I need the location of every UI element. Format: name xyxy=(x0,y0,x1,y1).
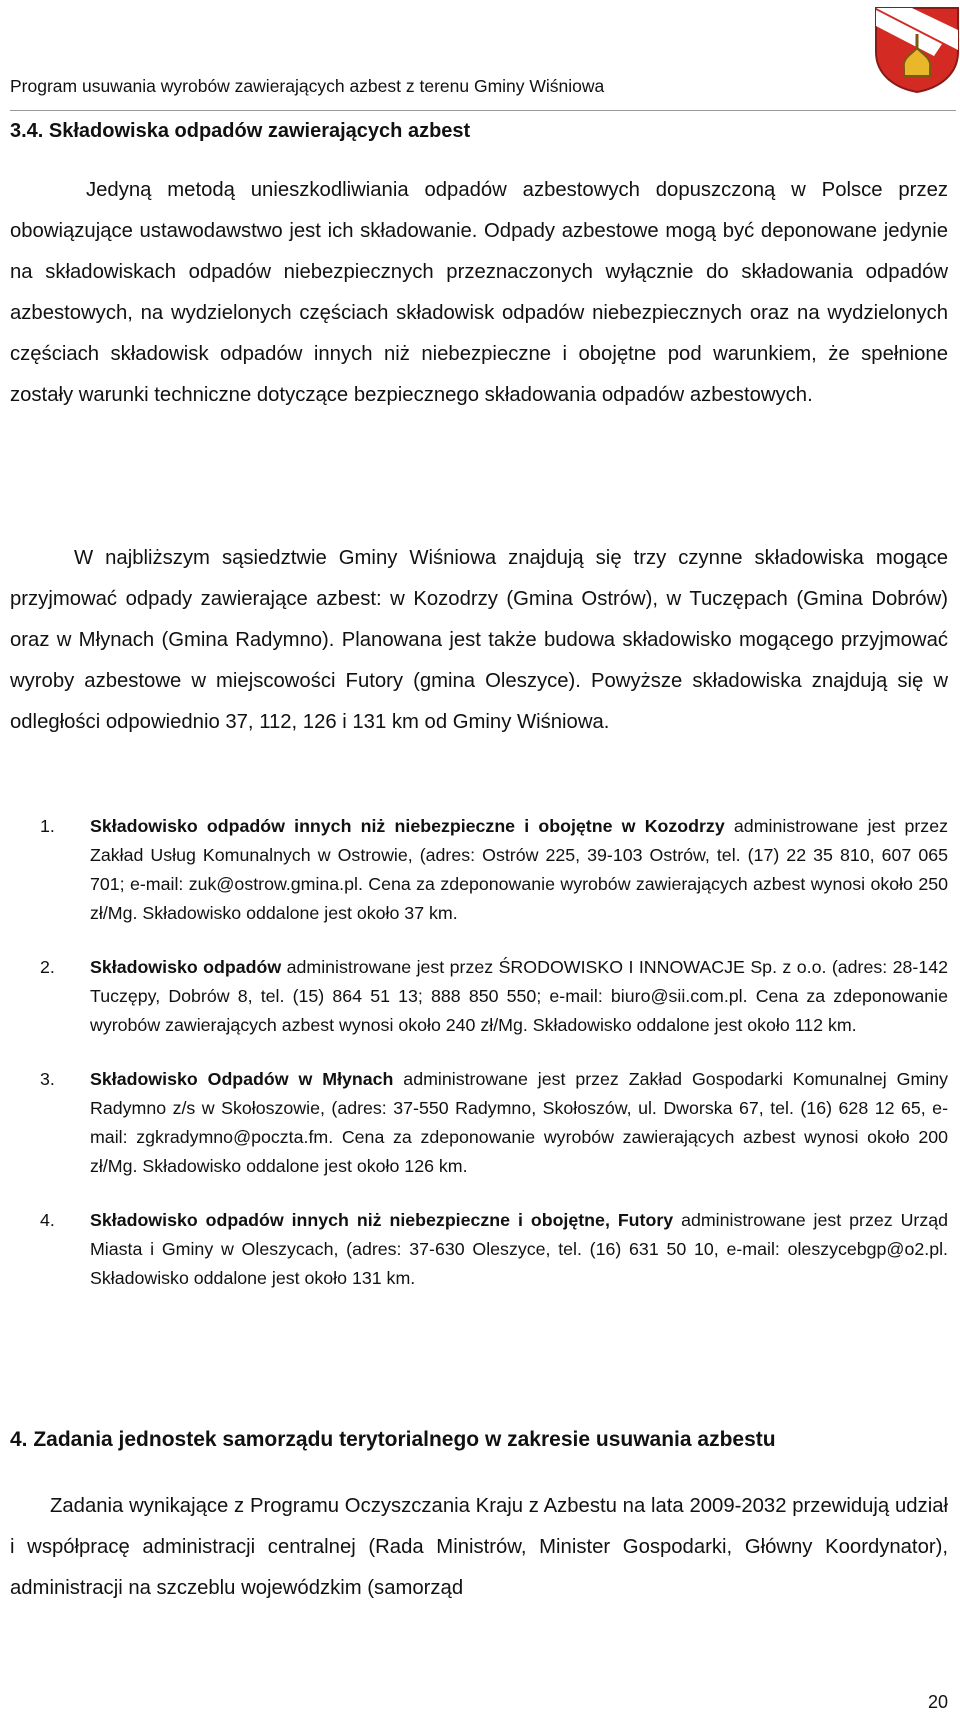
landfill-name: Składowisko odpadów innych niż niebezpieczne i obojętne w Kozodrzy xyxy=(90,816,725,836)
landfill-name: Składowisko odpadów xyxy=(90,957,282,977)
landfill-details: administrowane jest przez Zakład Gospodarki Komunalnej Gminy Radymno z/s w Skołoszowie, (adres: 37-550 Radymno, Skołoszów, ul. Dworska 67, tel. (16) 628 12 65, e-mail: zgkradymno@poczta.fm. Cena za zdeponowanie wyrobów zawierających azbest wynosi około 200 zł/Mg. Składowisko oddalone jest około 126 km. xyxy=(90,1069,948,1176)
list-item xyxy=(40,1206,948,1293)
coat-of-arms-icon xyxy=(872,4,960,94)
list-number: 3. xyxy=(40,1069,55,1089)
list-item xyxy=(40,812,948,928)
list-number: 1. xyxy=(40,816,55,836)
paragraph-landfill-method: Jedyną metodą unieszkodliwiania odpadów azbestowych dopuszczoną w Polsce przez obowiązujące ustawodawstwo jest ich składowanie. Odpady azbestowe mogą być deponowane jedynie na składowiskach odpadów niebezpiecznych przeznaczonych wyłącznie do składowania odpadów azbestowych, na wydzielonych częściach składowisk odpadów niebezpiecznych oraz na wydzielonych częściach składowisk odpadów innych niż niebezpieczne i obojętne pod warunkiem, że spełnione zostały warunki techniczne dotyczące bezpiecznego składowania odpadów azbestowych. xyxy=(10,179,948,406)
section-heading: 3.4. Składowiska odpadów zawierających azbest xyxy=(10,120,471,142)
page-header xyxy=(10,0,956,111)
landfill-list xyxy=(40,812,948,1318)
landfill-details: administrowane jest przez Zakład Usług Komunalnych w Ostrowie, (adres: Ostrów 225, 39-103 Ostrów, tel. (17) 22 35 810, 607 065 701; e-mail: zuk@ostrow.gmina.pl. Cena za zdeponowanie wyrobów zawierających azbest wynosi około 250 zł/Mg. Składowisko oddalone jest około 37 km. xyxy=(90,816,948,923)
landfill-details: administrowane jest przez ŚRODOWISKO I INNOWACJE Sp. z o.o. (adres: 28-142 Tuczępy, Dobrów 8, tel. (15) 864 51 13; 888 850 550; e-mail: biuro@sii.com.pl. Cena za zdeponowanie wyrobów zawierających azbest wynosi około 240 zł/Mg. Składowisko oddalone jest około 112 km. xyxy=(90,957,948,1035)
list-number: 2. xyxy=(40,957,55,977)
list-number: 4. xyxy=(40,1210,55,1230)
landfill-details: administrowane jest przez Urząd Miasta i Gminy w Oleszycach, (adres: 37-630 Oleszyce, tel. (16) 631 50 10, e-mail: oleszycebgp@o2.pl. Składowisko oddalone jest około 131 km. xyxy=(90,1210,949,1288)
paragraph-tasks: Zadania wynikające z Programu Oczyszczania Kraju z Azbestu na lata 2009-2032 przewidują udział i współpracę administracji centralnej (Rada Ministrów, Minister Gospodarki, Główny Koordynator), administracji na szczeblu wojewódzkim (samorząd xyxy=(10,1495,948,1599)
list-item xyxy=(40,953,948,1040)
landfill-name: Składowisko Odpadów w Młynach xyxy=(90,1069,394,1089)
landfill-name: Składowisko odpadów innych niż niebezpieczne i obojętne, Futory xyxy=(90,1210,674,1230)
paragraph-nearby-landfills: W najbliższym sąsiedztwie Gminy Wiśniowa znajdują się trzy czynne składowiska mogące przyjmować odpady zawierające azbest: w Kozodrzy (Gmina Ostrów), w Tuczępach (Gmina Dobrów) oraz w Młynach (Gmina Radymno). Planowana jest także budowa składowisko mogącego przyjmować wyroby azbestowe w miejscowości Futory (gmina Oleszyce). Powyższe składowiska znajdują się w odległości odpowiednio 37, 112, 126 i 131 km od Gminy Wiśniowa. xyxy=(10,547,948,733)
document-title: Program usuwania wyrobów zawierających azbest z terenu Gminy Wiśniowa xyxy=(10,76,605,96)
list-item xyxy=(40,1065,948,1181)
section-heading: 4. Zadania jednostek samorządu terytorialnego w zakresie usuwania azbestu xyxy=(10,1428,776,1451)
page-number: 20 xyxy=(927,1692,948,1712)
